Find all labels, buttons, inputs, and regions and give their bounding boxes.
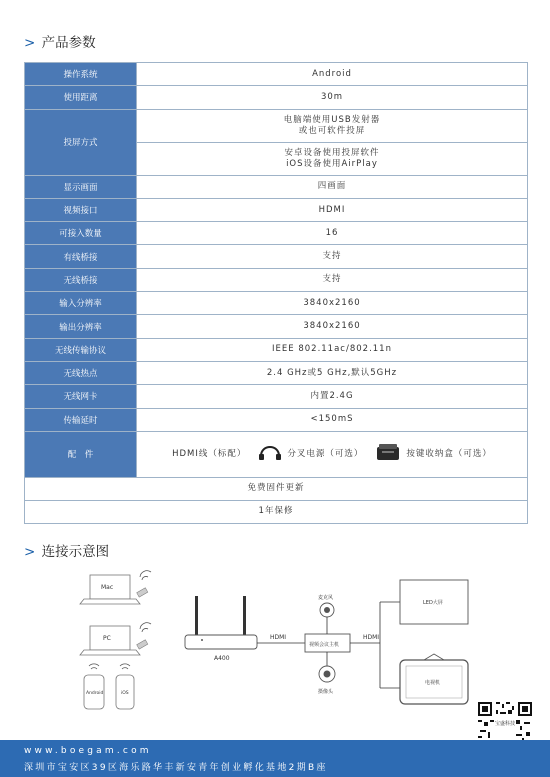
- spec-label: 无线桥接: [25, 268, 137, 291]
- spec-label: 无线热点: [25, 361, 137, 384]
- accessories-value: [137, 431, 528, 477]
- spec-row: [25, 338, 528, 361]
- address-text: 深圳市宝安区39区海乐路华丰新安青年创业孵化基地2期B座: [24, 763, 328, 773]
- accessories-row: [25, 431, 528, 477]
- spec-value: 30m: [137, 86, 528, 109]
- spec-value: 内置2.4G: [137, 385, 528, 408]
- spec-value: HDMI: [137, 198, 528, 221]
- spec-row: [25, 245, 528, 268]
- spec-table: [24, 62, 528, 524]
- android-label: Android: [86, 691, 104, 696]
- section-title-diagram: > 连接示意图: [24, 544, 110, 560]
- spec-label: 无线传输协议: [25, 338, 137, 361]
- section-title-params: > 产品参数: [24, 35, 96, 51]
- spec-label: 输出分辨率: [25, 315, 137, 338]
- spec-value-line: iOS设备使用AirPlay: [286, 158, 378, 169]
- spec-value-line: 或也可软件投屏: [298, 125, 366, 136]
- spec-row: [25, 222, 528, 245]
- spec-row: [25, 361, 528, 384]
- spec-row: [25, 315, 528, 338]
- usb-dongle-icon: [137, 623, 151, 649]
- spec-label: 操作系统: [25, 63, 137, 86]
- spec-value-line: 电脑端使用USB发射器: [283, 114, 381, 125]
- tv-label: 电视机: [425, 680, 441, 686]
- accessory-hdmi-cable: HDMI线（标配）: [172, 448, 247, 459]
- spec-value: Android: [137, 63, 528, 86]
- router-icon: [185, 596, 257, 662]
- spec-value: 支持: [137, 245, 528, 268]
- accessory-storage-box: 按键收纳盒（可选）: [406, 448, 492, 459]
- spec-value-line: 安卓设备使用投屏软件: [284, 147, 380, 158]
- spec-label: 视频接口: [25, 198, 137, 221]
- spec-value: [137, 142, 528, 175]
- spec-label: 传输延时: [25, 408, 137, 431]
- extra-feature: 1年保修: [25, 500, 528, 523]
- hdmi-right-label: HDMI: [363, 634, 380, 641]
- website-link[interactable]: www.boegam.com: [24, 746, 152, 756]
- spec-value: [137, 109, 528, 142]
- led-screen-icon: [400, 580, 468, 624]
- chevron-right-icon: >: [24, 544, 36, 560]
- ios-label: iOS: [121, 691, 129, 696]
- pc-laptop-icon: [80, 626, 140, 655]
- ios-phone-icon: [116, 664, 134, 709]
- chevron-right-icon: >: [24, 35, 36, 51]
- spec-label: 可接入数量: [25, 222, 137, 245]
- spec-value: 3840x2160: [137, 315, 528, 338]
- microphone-icon: [318, 594, 334, 634]
- host-label: 视频会议主机: [309, 642, 340, 648]
- qr-logo: 宝盛科技: [495, 719, 515, 739]
- spec-value: <150mS: [137, 408, 528, 431]
- spec-row: [25, 385, 528, 408]
- spec-row: [25, 109, 528, 142]
- spec-value: 2.4 GHz或5 GHz,默认5GHz: [137, 361, 528, 384]
- conference-host-box: [305, 634, 350, 652]
- mac-label: Mac: [101, 584, 114, 591]
- spec-value: 16: [137, 222, 528, 245]
- spec-label: 投屏方式: [25, 109, 137, 175]
- pc-label: PC: [103, 635, 111, 642]
- router-label: A400: [214, 655, 230, 662]
- spec-row: [25, 292, 528, 315]
- camera-icon: [318, 652, 335, 695]
- mic-label: 麦克风: [318, 595, 334, 601]
- spec-value: 支持: [137, 268, 528, 291]
- extra-row: [25, 477, 528, 500]
- extra-feature: 免费固件更新: [25, 477, 528, 500]
- spec-row: [25, 86, 528, 109]
- mac-laptop-icon: [80, 575, 140, 604]
- spec-label: 有线桥接: [25, 245, 137, 268]
- hdmi-left-label: HDMI: [270, 634, 287, 641]
- android-phone-icon: [84, 664, 104, 709]
- spec-label: 显示画面: [25, 175, 137, 198]
- storage-box-icon: [375, 442, 401, 466]
- accessory-power-splitter: 分叉电源（可选）: [287, 448, 364, 459]
- spec-label: 输入分辨率: [25, 292, 137, 315]
- led-label: LED大屏: [423, 600, 443, 606]
- spec-label: 无线网卡: [25, 385, 137, 408]
- spec-row: [25, 198, 528, 221]
- spec-value: 四画面: [137, 175, 528, 198]
- spec-row: [25, 408, 528, 431]
- footer-bar: [0, 740, 550, 777]
- spec-row: [25, 268, 528, 291]
- tv-icon: [400, 654, 468, 704]
- extra-row: [25, 500, 528, 523]
- spec-value: 3840x2160: [137, 292, 528, 315]
- spec-row: [25, 175, 528, 198]
- headphone-splitter-icon: [258, 442, 282, 466]
- connection-diagram: [0, 560, 550, 740]
- spec-row: [25, 63, 528, 86]
- usb-dongle-icon: [137, 571, 151, 597]
- spec-value: IEEE 802.11ac/802.11n: [137, 338, 528, 361]
- spec-label: 使用距离: [25, 86, 137, 109]
- accessories-label: 配 件: [25, 431, 137, 477]
- camera-label: 摄像头: [318, 689, 334, 695]
